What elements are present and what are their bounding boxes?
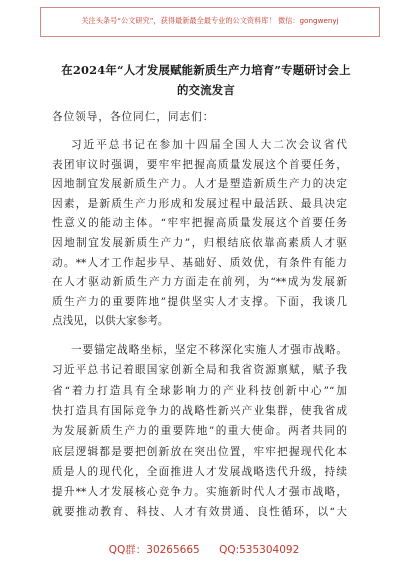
text-line: 因地制宜发展新质生产力”，归根结底依靠高素质人才驱 <box>52 237 347 249</box>
footer-contact <box>0 542 408 557</box>
document-title-line-2: 的交流发言 <box>177 83 235 97</box>
text-line: 为发展新质生产力的重要阵地”的重大使命。两者共同的 <box>52 425 347 438</box>
text-line: 因素，是新质生产力形成和发展过程中最活跃、最具决定 <box>52 197 347 210</box>
text-line: 因地制宜发展新质生产力。人才是塑造新质生产力的决定 <box>52 178 347 191</box>
text-line: 省“着力打造具有全球影响力的产业科技创新中心”“加 <box>52 384 347 397</box>
text-line: 提升**人才发展核心竞争力。实施新时代人才强市战略， <box>52 486 347 499</box>
top-banner: 关注头条号“公文研究”，获得最新最全最专业的公文资料库！ 微信：gongwenyj <box>40 7 380 37</box>
salutation: 各位领导，各位同仁，同志们： <box>52 111 215 123</box>
text-line: 就要推动教育、科技、人才有效贯通、良性循环，以“大 <box>52 506 347 519</box>
footer-qq: QQ:535304092 <box>219 544 300 556</box>
text-line: 质生产力的重要阵地”提供坚实人才支撑。下面，我谈几 <box>52 295 347 308</box>
text-line: 一要锚定战略坐标，坚定不移深化实施人才强市战略。 <box>71 344 347 356</box>
footer-qq-group: QQ群：30265665 <box>108 544 200 556</box>
document-title-line-1: 在2024年“人才发展赋能新质生产力培育”专题研讨会上 <box>61 63 351 77</box>
text-line: 底层逻辑都是要把创新放在突出位置，牢牢把握现代化本 <box>52 445 347 458</box>
text-line: 在人才驱动新质生产力方面走在前列，为“**成为发展新 <box>52 276 347 289</box>
text-line: 表团审议时强调，要牢牢把握高质量发展这个首要任务， <box>52 158 347 171</box>
text-line: 习近平总书记着眼国家创新全局和我省资源禀赋，赋予我 <box>52 364 347 377</box>
text-line: 点浅见，以供大家参考。 <box>52 315 169 328</box>
text-line: 习近平总书记在参加十四届全国人大二次会议省代 <box>71 139 347 151</box>
text-line: 动。**人才工作起步早、基础好、质效优，有条件有能力 <box>52 256 347 269</box>
text-line: 性意义的能动主体。“牢牢把握高质量发展这个首要任务 <box>52 217 347 230</box>
text-line: 质是人的现代化，全面推进人才发展战略迭代升级，持续 <box>52 465 347 478</box>
text-line: 快打造具有国际竞争力的战略性新兴产业集群，使我省成 <box>52 404 347 417</box>
